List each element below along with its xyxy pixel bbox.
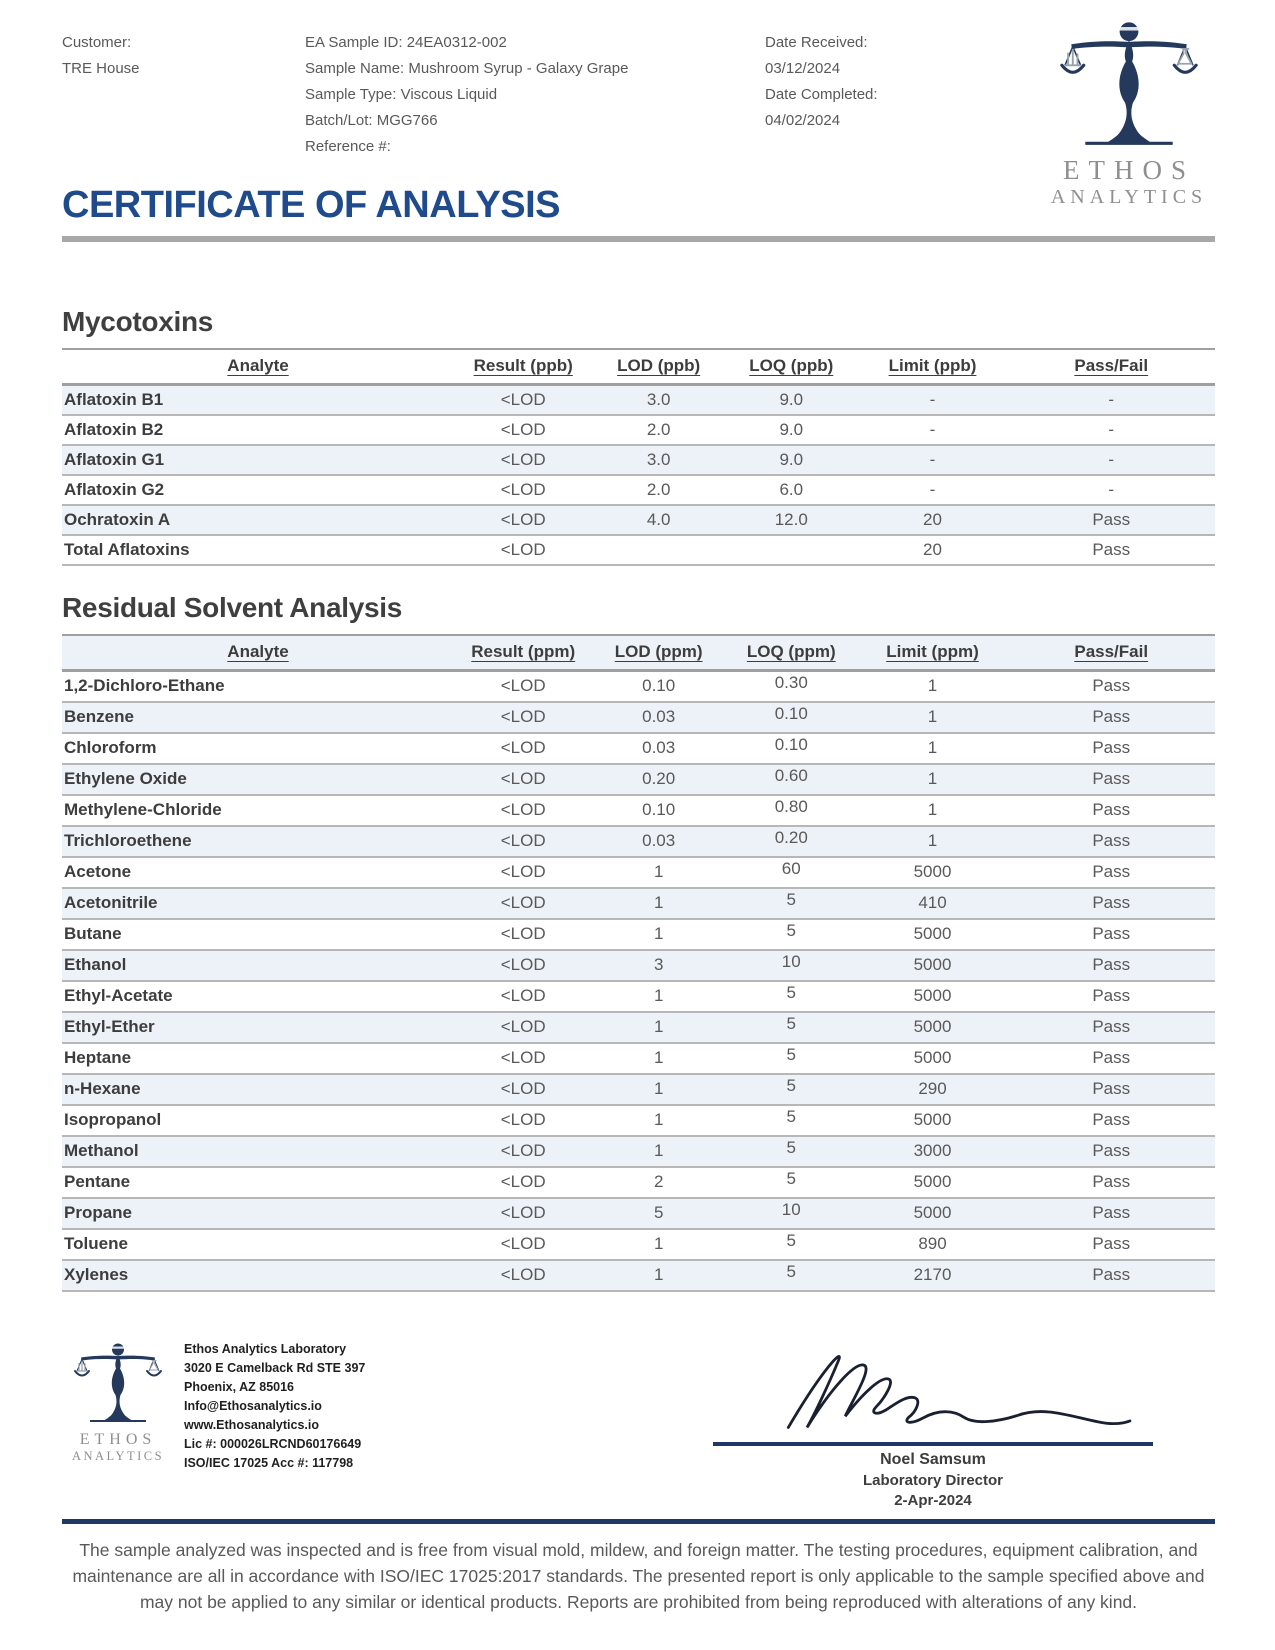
value-cell: 1 [927, 769, 938, 788]
table-row [62, 764, 1215, 795]
table-row [62, 1167, 1215, 1198]
value-cell: Pass [1092, 986, 1131, 1005]
value-cell: <LOD [500, 1110, 546, 1129]
analyte-cell: Benzene [64, 707, 134, 726]
table-row [62, 1012, 1215, 1043]
value-cell: 3.0 [646, 450, 671, 469]
value-cell: 12.0 [774, 510, 808, 529]
scales-of-justice-icon [1054, 20, 1204, 148]
ethos-logo-bottom [62, 1342, 174, 1464]
analyte-cell: Toluene [64, 1234, 128, 1253]
value-cell: 1 [653, 1234, 664, 1253]
column-header: LOD (ppb) [592, 349, 725, 385]
table-row [62, 1229, 1215, 1260]
table-row [62, 950, 1215, 981]
column-header: LOD (ppm) [592, 635, 725, 671]
value-cell: Pass [1092, 769, 1131, 788]
signature-date: 2-Apr-2024 [894, 1491, 972, 1509]
value-cell: 60 [781, 858, 801, 878]
value-cell: 5000 [913, 955, 952, 974]
value-cell: 1 [927, 676, 938, 696]
text-line: Batch/Lot: MGG766 [305, 112, 438, 129]
analyte-cell: Ochratoxin A [64, 510, 171, 529]
column-header: Analyte [62, 349, 454, 385]
analyte-cell: Aflatoxin B2 [64, 420, 164, 439]
column-header: LOQ (ppm) [725, 635, 858, 671]
table-row [62, 919, 1215, 950]
value-cell: 5000 [913, 924, 952, 943]
logo-word-ethos: ETHOS [1063, 155, 1195, 185]
signature-icon [718, 1336, 1148, 1448]
disclaimer-text: The sample analyzed was inspected and is free from visual mold, mildew, and foreign matter. The testing procedures, equipment calibration, and maintenance are all in accordance with ISO/IEC 17025:2017 standards. The presented report is only applicable to the sample specified above and may not be applied to any similar or identical products. Reports are prohibited from being reproduced with alterations of any kind. [72, 1539, 1205, 1612]
title-rule [62, 236, 1215, 242]
value-cell: 890 [918, 1234, 947, 1253]
analyte-cell: Aflatoxin G2 [64, 480, 165, 499]
value-cell: Pass [1092, 800, 1131, 819]
value-cell: <LOD [500, 924, 546, 943]
value-cell: 1 [653, 1048, 664, 1067]
table-row [62, 505, 1215, 535]
value-cell [592, 535, 725, 565]
text-line: ISO/IEC 17025 Acc #: 117798 [184, 1455, 354, 1470]
value-cell: 0.10 [642, 800, 676, 819]
scales-of-justice-icon [70, 1342, 166, 1424]
value-cell: <LOD [500, 540, 546, 559]
table-row [62, 1105, 1215, 1136]
value-cell: 5 [786, 1230, 796, 1250]
value-cell: 10 [781, 1199, 801, 1219]
solvents-table [62, 634, 1215, 1292]
value-cell: 5 [786, 982, 796, 1002]
table-row [62, 535, 1215, 565]
table-row [62, 1074, 1215, 1105]
text-line: Info@Ethosanalytics.io [184, 1398, 322, 1413]
value-cell: 0.30 [774, 673, 808, 692]
table-row [62, 1260, 1215, 1291]
analyte-cell: Ethylene Oxide [64, 769, 187, 788]
text-line: Lic #: 000026LRCND60176649 [184, 1436, 362, 1451]
mycotoxins-heading: Mycotoxins [62, 306, 214, 337]
analyte-cell: Xylenes [64, 1265, 129, 1284]
dates-block [765, 30, 878, 134]
value-cell: 0.03 [642, 831, 676, 850]
table-row [62, 888, 1215, 919]
table-row [62, 385, 1215, 416]
table-row [62, 733, 1215, 764]
value-cell: Pass [1092, 1172, 1131, 1191]
value-cell: - [929, 480, 936, 499]
value-cell: <LOD [500, 1172, 546, 1191]
value-cell: - [929, 450, 936, 469]
signer-title: Laboratory Director [862, 1471, 1004, 1489]
value-cell: 2.0 [646, 480, 671, 499]
value-cell: 3000 [913, 1141, 952, 1160]
value-cell: 5000 [913, 1017, 952, 1036]
value-cell: 0.20 [774, 827, 808, 847]
analyte-cell: Chloroform [64, 738, 157, 757]
value-cell: Pass [1092, 1141, 1131, 1160]
text-line: Ethos Analytics Laboratory [184, 1341, 347, 1356]
value-cell: <LOD [500, 390, 546, 409]
logo-word-analytics: ANALYTICS [71, 1448, 165, 1463]
table-row [62, 475, 1215, 505]
value-cell: 5 [786, 1137, 796, 1157]
signature-block [713, 1336, 1153, 1509]
value-cell: <LOD [500, 893, 546, 912]
value-cell: Pass [1092, 1265, 1131, 1284]
analyte-cell: Acetonitrile [64, 893, 158, 912]
value-cell: 1 [653, 862, 664, 881]
value-cell: 5 [653, 1203, 664, 1222]
value-cell: 4.0 [646, 510, 671, 529]
value-cell: - [1108, 450, 1115, 469]
value-cell: 0.10 [774, 703, 808, 723]
text-line: 04/02/2024 [765, 112, 841, 129]
value-cell: <LOD [500, 862, 546, 881]
value-cell: <LOD [500, 1234, 546, 1253]
lab-block [62, 1336, 365, 1473]
value-cell: <LOD [500, 986, 546, 1005]
analyte-cell: Acetone [64, 862, 132, 881]
value-cell: 2170 [913, 1265, 952, 1284]
value-cell: 0.60 [774, 765, 808, 785]
analyte-cell: 1,2-Dichloro-Ethane [64, 676, 225, 696]
page-title: CERTIFICATE OF ANALYSIS [62, 184, 561, 226]
value-cell: 10 [781, 951, 801, 971]
lab-info [184, 1340, 365, 1473]
value-cell: Pass [1092, 1203, 1131, 1222]
value-cell: Pass [1092, 1110, 1131, 1129]
column-header: Limit (ppm) [858, 635, 1008, 671]
text-line: Phoenix, AZ 85016 [184, 1379, 294, 1394]
text-line: Sample Type: Viscous Liquid [305, 86, 498, 103]
value-cell: 5000 [913, 1110, 952, 1129]
table-row [62, 981, 1215, 1012]
value-cell: <LOD [500, 1265, 546, 1284]
table-row [62, 1043, 1215, 1074]
value-cell [725, 535, 858, 565]
value-cell: 2 [653, 1172, 664, 1191]
value-cell: <LOD [500, 480, 546, 499]
table-row [62, 1136, 1215, 1167]
value-cell: <LOD [500, 1141, 546, 1160]
table-row [62, 671, 1215, 702]
value-cell: 0.10 [774, 734, 808, 754]
value-cell: 1 [653, 1265, 664, 1284]
column-header: Analyte [62, 635, 454, 671]
sample-info-block [305, 30, 628, 160]
value-cell: Pass [1092, 540, 1131, 559]
value-cell: 5 [786, 1261, 796, 1281]
analyte-cell: Ethanol [64, 955, 127, 974]
value-cell: <LOD [500, 1203, 546, 1222]
customer-block [62, 30, 140, 82]
text-line: www.Ethosanalytics.io [184, 1417, 319, 1432]
value-cell: 5 [786, 1044, 796, 1064]
ethos-logo-top [1039, 20, 1219, 209]
text-line: Date Received: [765, 34, 868, 51]
value-cell: 9.0 [779, 420, 804, 439]
analyte-cell: Methylene-Chloride [64, 800, 222, 819]
solvents-header-row [62, 635, 1215, 671]
table-row [62, 857, 1215, 888]
value-cell: Pass [1092, 924, 1131, 943]
value-cell: 5 [786, 1106, 796, 1126]
value-cell: Pass [1092, 738, 1131, 757]
value-cell: Pass [1092, 676, 1131, 696]
value-cell: 1 [927, 800, 938, 819]
value-cell: 3.0 [646, 390, 671, 409]
value-cell: 0.80 [774, 796, 808, 816]
value-cell: <LOD [500, 1048, 546, 1067]
text-line: EA Sample ID: 24EA0312-002 [305, 34, 507, 51]
value-cell: - [1108, 420, 1115, 439]
value-cell: 5 [786, 1075, 796, 1095]
value-cell: 6.0 [779, 480, 804, 499]
text-line: 03/12/2024 [765, 60, 841, 77]
value-cell: 0.20 [642, 769, 676, 788]
value-cell: - [929, 420, 936, 439]
value-cell: 1 [927, 831, 938, 850]
text-line: Reference #: [305, 138, 391, 155]
value-cell: <LOD [500, 738, 546, 757]
analyte-cell: Aflatoxin B1 [64, 390, 164, 409]
value-cell: <LOD [500, 1079, 546, 1098]
value-cell: <LOD [500, 676, 546, 696]
value-cell: Pass [1092, 831, 1131, 850]
value-cell: 1 [653, 1079, 664, 1098]
value-cell: 5000 [913, 1048, 952, 1067]
column-header: Result (ppm) [454, 635, 592, 671]
value-cell: 0.03 [642, 738, 676, 757]
value-cell: 1 [653, 1110, 664, 1129]
analyte-cell: Isopropanol [64, 1110, 162, 1129]
value-cell: 1 [653, 1017, 664, 1036]
table-row [62, 702, 1215, 733]
solvents-heading: Residual Solvent Analysis [62, 592, 403, 623]
value-cell: 1 [927, 707, 938, 726]
column-header: Pass/Fail [1007, 635, 1215, 671]
mycotoxins-table [62, 348, 1215, 566]
logo-word-ethos: ETHOS [79, 1430, 157, 1448]
analyte-cell: Ethyl-Acetate [64, 986, 173, 1005]
column-header: Pass/Fail [1007, 349, 1215, 385]
column-header: LOQ (ppb) [725, 349, 858, 385]
value-cell: 1 [927, 738, 938, 757]
analyte-cell: Ethyl-Ether [64, 1017, 155, 1036]
value-cell: <LOD [500, 1017, 546, 1036]
value-cell: Pass [1092, 893, 1131, 912]
value-cell: 9.0 [779, 450, 804, 469]
table-row [62, 795, 1215, 826]
analyte-cell: n-Hexane [64, 1079, 141, 1098]
analyte-cell: Trichloroethene [64, 831, 192, 850]
value-cell: 1 [653, 893, 664, 912]
value-cell: 5 [786, 1013, 796, 1033]
analyte-cell: Total Aflatoxins [64, 540, 190, 559]
value-cell: 5 [786, 1168, 796, 1188]
analyte-cell: Pentane [64, 1172, 131, 1191]
text-line: Sample Name: Mushroom Syrup - Galaxy Grape [305, 60, 629, 77]
value-cell: 410 [918, 893, 947, 912]
value-cell: 3 [653, 955, 664, 974]
analyte-cell: Aflatoxin G1 [64, 450, 165, 469]
signature-line [713, 1442, 1153, 1446]
value-cell: Pass [1092, 707, 1131, 726]
table-row [62, 1198, 1215, 1229]
value-cell: 0.03 [642, 707, 676, 726]
column-header: Limit (ppb) [858, 349, 1008, 385]
value-cell: 1 [653, 1141, 664, 1160]
value-cell: Pass [1092, 955, 1131, 974]
analyte-cell: Heptane [64, 1048, 132, 1067]
value-cell: 20 [923, 540, 942, 559]
text-line: TRE House [62, 60, 140, 77]
analyte-cell: Butane [64, 924, 122, 943]
value-cell: <LOD [500, 831, 546, 850]
value-cell: Pass [1092, 1048, 1131, 1067]
value-cell: 5000 [913, 1203, 952, 1222]
value-cell: - [1108, 390, 1115, 409]
value-cell: 20 [923, 510, 942, 529]
value-cell: - [1108, 480, 1115, 499]
value-cell: Pass [1092, 1079, 1131, 1098]
value-cell: 9.0 [779, 390, 804, 409]
analyte-cell: Propane [64, 1203, 133, 1222]
value-cell: 0.10 [642, 676, 676, 696]
value-cell: Pass [1092, 1017, 1131, 1036]
value-cell: 1 [653, 924, 664, 943]
value-cell: <LOD [500, 420, 546, 439]
signer-name: Noel Samsum [880, 1450, 986, 1468]
text-line: Date Completed: [765, 86, 878, 103]
value-cell: Pass [1092, 510, 1131, 529]
column-header: Result (ppb) [454, 349, 592, 385]
analyte-cell: Methanol [64, 1141, 139, 1160]
value-cell: 1 [653, 986, 664, 1005]
value-cell: <LOD [500, 510, 546, 529]
footer [62, 1336, 1215, 1509]
value-cell: <LOD [500, 800, 546, 819]
mycotoxins-header-row [62, 349, 1215, 385]
table-row [62, 415, 1215, 445]
bottom-bar [62, 1519, 1215, 1524]
value-cell: 5000 [913, 986, 952, 1005]
value-cell: 2.0 [646, 420, 671, 439]
table-row [62, 826, 1215, 857]
value-cell: <LOD [500, 769, 546, 788]
value-cell: - [929, 390, 936, 409]
logo-word-analytics: ANALYTICS [1050, 186, 1208, 208]
value-cell: Pass [1092, 1234, 1131, 1253]
text-line: Customer: [62, 34, 132, 51]
text-line: 3020 E Camelback Rd STE 397 [184, 1360, 366, 1375]
value-cell: 5 [786, 889, 796, 909]
value-cell: 5 [786, 920, 796, 940]
value-cell: <LOD [500, 450, 546, 469]
value-cell: Pass [1092, 862, 1131, 881]
value-cell: <LOD [500, 955, 546, 974]
value-cell: 5000 [913, 862, 952, 881]
value-cell: <LOD [500, 707, 546, 726]
value-cell: 5000 [913, 1172, 952, 1191]
table-row [62, 445, 1215, 475]
value-cell: 290 [918, 1079, 947, 1098]
